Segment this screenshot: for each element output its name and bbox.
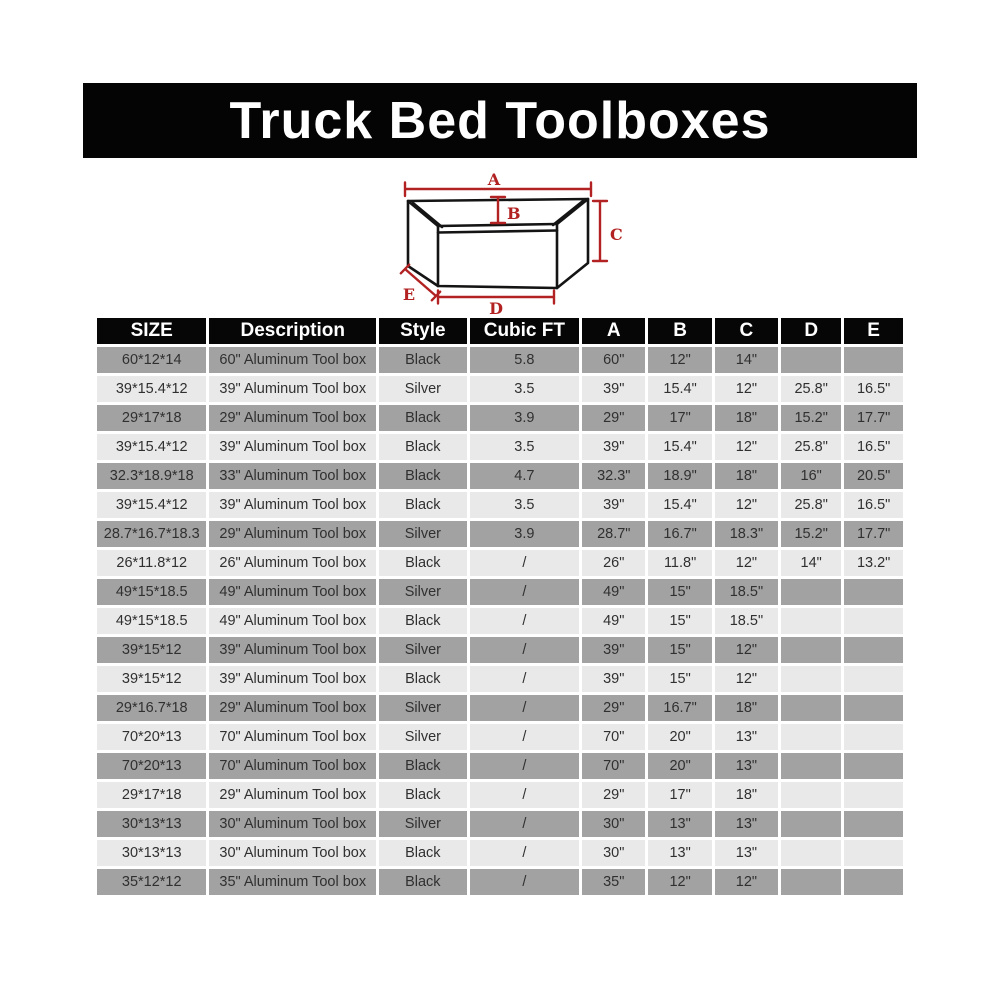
table-cell: 18.5" [715,579,778,605]
table-cell: Black [379,840,467,866]
dim-label-c: C [610,225,623,244]
table-cell: 30*13*13 [97,840,206,866]
table-cell: 3.9 [470,521,579,547]
table-cell: 39" [582,666,645,692]
table-cell: 12" [715,666,778,692]
table-cell: 16.5" [844,434,903,460]
table-cell: Black [379,869,467,895]
table-cell: 14" [781,550,841,576]
table-cell: 16.5" [844,492,903,518]
table-row [97,376,903,402]
dim-label-d: D [489,299,503,318]
table-cell: 70" Aluminum Tool box [209,753,376,779]
table-cell: 39*15.4*12 [97,492,206,518]
dim-label-e: E [402,285,416,304]
spec-table [94,315,906,898]
table-cell: Black [379,434,467,460]
table-cell: Silver [379,811,467,837]
table-cell: 29" Aluminum Tool box [209,695,376,721]
table-cell: 39" Aluminum Tool box [209,376,376,402]
table-cell: / [470,724,579,750]
table-cell: Black [379,492,467,518]
table-cell: / [470,550,579,576]
dim-line-c [593,201,607,261]
table-cell: 29" [582,405,645,431]
table-cell: 18" [715,695,778,721]
table-cell: 15" [648,608,711,634]
table-cell: 16" [781,463,841,489]
table-cell: 5.8 [470,347,579,373]
table-cell: 12" [715,492,778,518]
table-cell: 4.7 [470,463,579,489]
table-cell: 39*15*12 [97,637,206,663]
table-cell: 39" Aluminum Tool box [209,637,376,663]
table-cell [844,753,903,779]
table-cell: 32.3" [582,463,645,489]
table-cell [781,695,841,721]
dim-label-b: B [507,204,521,223]
table-cell: 15" [648,637,711,663]
table-cell: 30*13*13 [97,811,206,837]
table-cell: 29" Aluminum Tool box [209,521,376,547]
table-cell: 32.3*18.9*18 [97,463,206,489]
column-header: B [648,318,711,344]
table-cell: 39" Aluminum Tool box [209,492,376,518]
column-header: Description [209,318,376,344]
table-row [97,347,903,373]
table-row [97,666,903,692]
table-cell: 26" [582,550,645,576]
table-row [97,521,903,547]
table-cell: 25.8" [781,376,841,402]
table-cell: 17.7" [844,521,903,547]
table-row [97,550,903,576]
table-cell: / [470,695,579,721]
table-cell: 3.5 [470,376,579,402]
table-cell: / [470,579,579,605]
table-row [97,579,903,605]
table-cell [844,695,903,721]
table-cell: 39" [582,637,645,663]
table-cell: 18" [715,782,778,808]
table-cell [781,753,841,779]
table-row [97,840,903,866]
spec-table-body [97,347,903,895]
table-cell: 60" [582,347,645,373]
table-cell: 39" [582,492,645,518]
table-cell: 29*17*18 [97,782,206,808]
table-cell: 15.4" [648,376,711,402]
table-row [97,782,903,808]
table-cell: 20.5" [844,463,903,489]
table-cell: 70*20*13 [97,724,206,750]
table-row [97,753,903,779]
table-cell: 39" [582,376,645,402]
table-cell: Black [379,666,467,692]
table-cell: 3.9 [470,405,579,431]
table-cell: 29" [582,782,645,808]
table-cell: 15.2" [781,405,841,431]
table-row [97,405,903,431]
table-cell: 13" [715,724,778,750]
table-row [97,608,903,634]
column-header: C [715,318,778,344]
table-cell: 70*20*13 [97,753,206,779]
table-cell: Black [379,347,467,373]
table-cell [844,869,903,895]
table-cell: 18.3" [715,521,778,547]
table-cell: 29" [582,695,645,721]
table-cell: Silver [379,579,467,605]
table-cell: 30" Aluminum Tool box [209,840,376,866]
table-cell: 20" [648,753,711,779]
table-row [97,434,903,460]
table-row [97,695,903,721]
table-cell: 29*17*18 [97,405,206,431]
table-cell: 49" [582,579,645,605]
table-cell: Silver [379,695,467,721]
table-row [97,492,903,518]
table-cell: 12" [715,376,778,402]
table-cell: 39*15*12 [97,666,206,692]
column-header: A [582,318,645,344]
table-cell: 16.7" [648,695,711,721]
table-cell: 30" [582,840,645,866]
table-cell: 30" Aluminum Tool box [209,811,376,837]
table-cell: Black [379,463,467,489]
table-row [97,811,903,837]
table-cell: Silver [379,724,467,750]
table-cell: 18" [715,405,778,431]
table-cell: 15.2" [781,521,841,547]
table-cell: 28.7" [582,521,645,547]
table-cell [844,579,903,605]
table-cell: / [470,869,579,895]
table-cell: 15" [648,579,711,605]
toolbox-dimension-diagram [393,167,627,319]
table-cell [781,579,841,605]
column-header: E [844,318,903,344]
table-cell [781,347,841,373]
table-cell: 13" [715,840,778,866]
table-header-row [97,318,903,344]
table-cell: 39*15.4*12 [97,376,206,402]
table-cell: 15" [648,666,711,692]
table-cell: 13" [648,840,711,866]
table-cell [844,347,903,373]
table-cell: 49" Aluminum Tool box [209,579,376,605]
table-cell: 12" [715,550,778,576]
table-cell: 33" Aluminum Tool box [209,463,376,489]
table-cell: 70" [582,724,645,750]
dim-label-a: A [487,170,501,189]
table-cell: 15.4" [648,492,711,518]
table-cell: 70" [582,753,645,779]
table-cell: 29" Aluminum Tool box [209,782,376,808]
table-cell: 14" [715,347,778,373]
table-cell: 29" Aluminum Tool box [209,405,376,431]
table-cell: 39" [582,434,645,460]
table-cell: / [470,811,579,837]
table-cell: 12" [648,347,711,373]
table-cell: 30" [582,811,645,837]
table-cell: 39*15.4*12 [97,434,206,460]
table-cell: 13" [715,753,778,779]
table-cell [781,840,841,866]
table-cell: / [470,840,579,866]
table-cell: 13.2" [844,550,903,576]
table-cell: Black [379,405,467,431]
table-cell: / [470,666,579,692]
table-cell: / [470,782,579,808]
table-cell: 17" [648,782,711,808]
table-cell [844,724,903,750]
table-cell: Silver [379,376,467,402]
table-cell [781,637,841,663]
table-cell [844,811,903,837]
table-cell: Black [379,608,467,634]
table-row [97,724,903,750]
column-header: Style [379,318,467,344]
table-cell: 13" [715,811,778,837]
table-cell: 60*12*14 [97,347,206,373]
table-cell [781,724,841,750]
table-cell: Black [379,782,467,808]
table-cell: 49*15*18.5 [97,579,206,605]
table-cell: 12" [715,869,778,895]
table-cell: 3.5 [470,434,579,460]
table-cell: 26" Aluminum Tool box [209,550,376,576]
table-cell: 15.4" [648,434,711,460]
table-cell: 17" [648,405,711,431]
table-cell: 35" Aluminum Tool box [209,869,376,895]
table-cell: 25.8" [781,492,841,518]
table-cell [844,782,903,808]
table-cell: Silver [379,521,467,547]
column-header: SIZE [97,318,206,344]
table-cell: Black [379,550,467,576]
table-cell: 49" Aluminum Tool box [209,608,376,634]
column-header: Cubic FT [470,318,579,344]
table-cell: 29*16.7*18 [97,695,206,721]
table-cell: 49" [582,608,645,634]
table-cell: 60" Aluminum Tool box [209,347,376,373]
table-cell: 18.5" [715,608,778,634]
table-cell [781,782,841,808]
table-row [97,637,903,663]
table-cell: 16.7" [648,521,711,547]
table-cell: Silver [379,637,467,663]
table-cell: 35" [582,869,645,895]
table-row [97,869,903,895]
table-cell [844,840,903,866]
table-cell: 18" [715,463,778,489]
table-cell: 39" Aluminum Tool box [209,434,376,460]
table-cell: Black [379,753,467,779]
table-cell: 35*12*12 [97,869,206,895]
table-cell: 70" Aluminum Tool box [209,724,376,750]
table-cell [781,869,841,895]
table-cell: 18.9" [648,463,711,489]
table-cell: 11.8" [648,550,711,576]
table-row [97,463,903,489]
table-cell: 28.7*16.7*18.3 [97,521,206,547]
table-cell: 17.7" [844,405,903,431]
table-cell: 13" [648,811,711,837]
table-cell: 25.8" [781,434,841,460]
table-cell [844,608,903,634]
table-cell: / [470,753,579,779]
table-cell: / [470,608,579,634]
table-cell: 12" [715,434,778,460]
table-cell [781,608,841,634]
table-cell: 26*11.8*12 [97,550,206,576]
column-header: D [781,318,841,344]
table-cell [781,811,841,837]
table-cell: 12" [715,637,778,663]
table-cell: 39" Aluminum Tool box [209,666,376,692]
table-cell [844,666,903,692]
table-cell [844,637,903,663]
table-cell [781,666,841,692]
table-cell: 12" [648,869,711,895]
table-cell: 20" [648,724,711,750]
table-cell: / [470,637,579,663]
table-cell: 16.5" [844,376,903,402]
table-cell: 3.5 [470,492,579,518]
page-title: Truck Bed Toolboxes [229,91,771,150]
title-banner [83,83,917,158]
table-cell: 49*15*18.5 [97,608,206,634]
